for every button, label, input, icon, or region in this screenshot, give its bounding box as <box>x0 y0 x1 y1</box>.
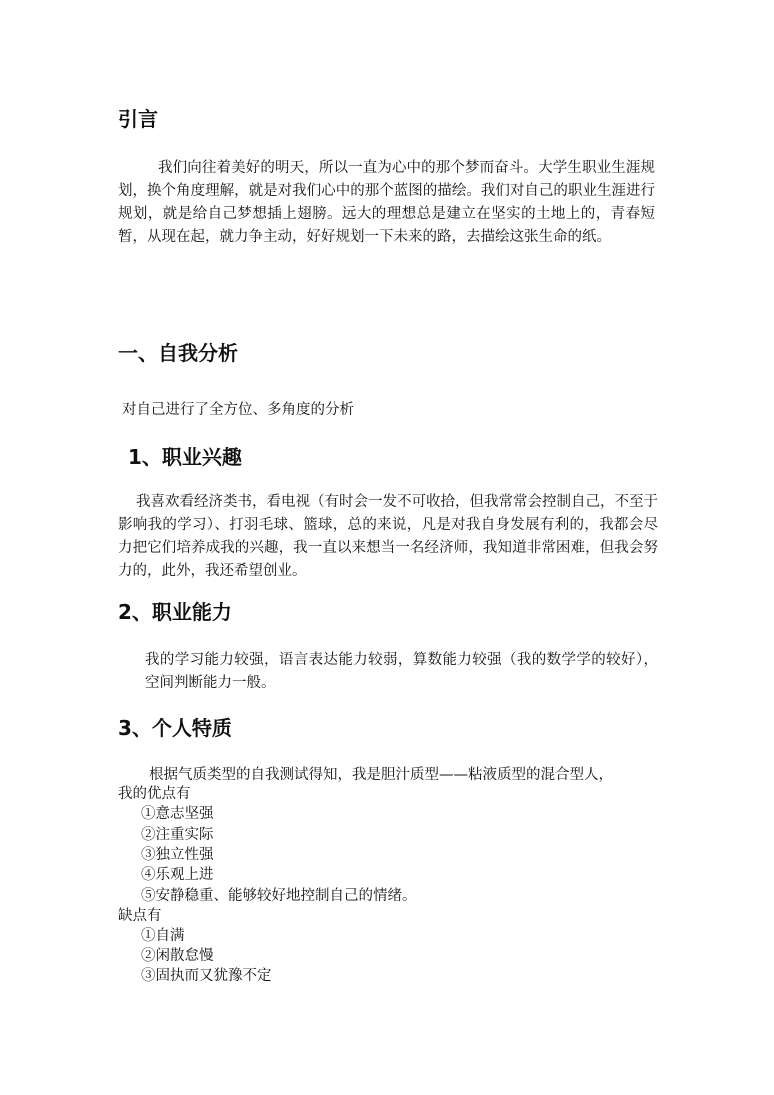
traits-intro-line1: 根据气质类型的自我测试得知，我是胆汁质型——粘液质型的混合型人， <box>149 767 613 783</box>
weakness-item: ①自满 <box>141 928 185 944</box>
strength-item: ④乐观上进 <box>141 867 214 883</box>
career-interest-paragraph: 我喜欢看经济类书，看电视（有时会一发不可收拾，但我常常会控制自己，不至于影响我的学习）、打羽毛球、篮球，总的来说，凡是对我自身发展有利的，我都会尽力把它们培养成我的兴趣，我一直以来想当一名经济师，我知道非常困难，但我会努力的，此外，我还希望创业。 <box>118 494 658 579</box>
strength-item: ⑤安静稳重、能够较好地控制自己的情绪。 <box>141 888 417 904</box>
heading-career-ability: 2、职业能力 <box>118 600 232 624</box>
weakness-item: ②闲散怠慢 <box>141 948 214 964</box>
heading-personal-traits: 3、个人特质 <box>118 716 232 740</box>
strength-item: ②注重实际 <box>141 827 214 843</box>
career-ability-paragraph: 我的学习能力较强，语言表达能力较弱，算数能力较强（我的数学学的较好），空间判断能力一般。 <box>145 652 658 691</box>
intro-paragraph: 我们向往着美好的明天，所以一直为心中的那个梦而奋斗。大学生职业生涯规划，换个角度理解，就是对我们心中的那个蓝图的描绘。我们对自己的职业生涯进行规划，就是给自己梦想插上翅膀。远大的理想总是建立在坚实的土地上的，青春短暂，从现在起，就力争主动，好好规划一下未来的路，去描绘这张生命的纸。 <box>118 160 655 245</box>
heading-career-interest: 1、职业兴趣 <box>128 445 242 469</box>
strength-item: ③独立性强 <box>141 847 214 863</box>
traits-intro-line2: 我的优点有 <box>118 786 191 802</box>
weakness-item: ③固执而又犹豫不定 <box>141 968 272 984</box>
heading-intro: 引言 <box>118 107 158 131</box>
self-analysis-lead: 对自己进行了全方位、多角度的分析 <box>122 402 354 418</box>
heading-self-analysis: 一、自我分析 <box>118 341 238 365</box>
strength-item: ①意志坚强 <box>141 806 214 822</box>
weakness-label: 缺点有 <box>118 908 162 924</box>
